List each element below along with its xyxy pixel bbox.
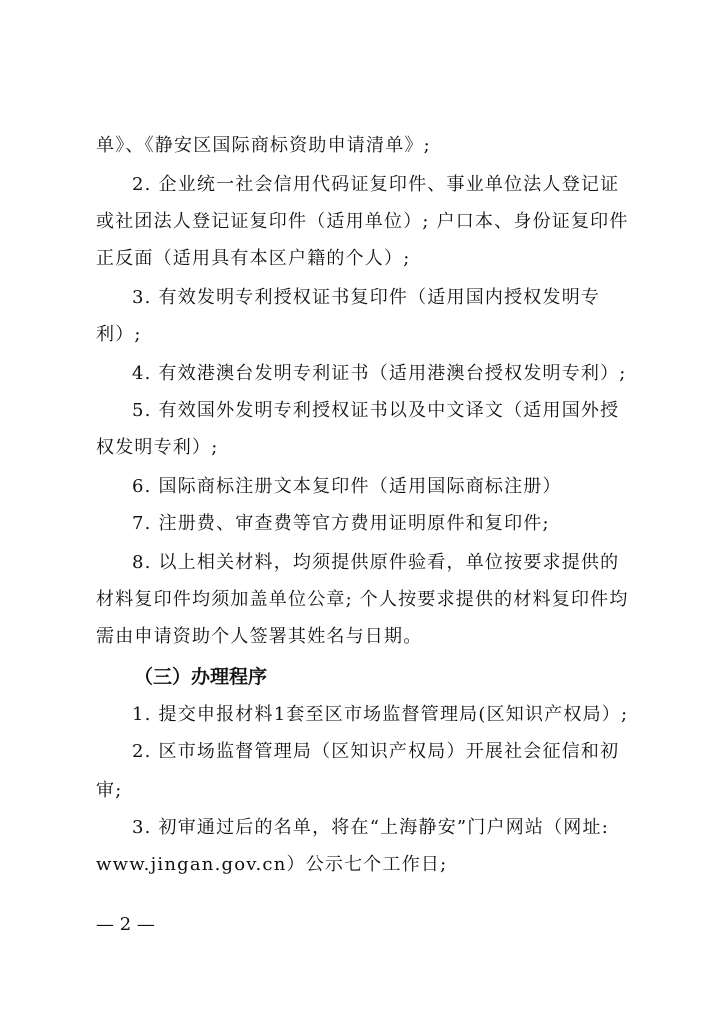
text-line-7: 4. 有效港澳台发明专利证书（适用港澳台授权发明专利）; bbox=[132, 363, 627, 384]
text-line-5: 3. 有效发明专利授权证书复印件（适用国内授权发明专 bbox=[132, 287, 601, 308]
text-line-1: 单》、《静安区国际商标资助申请清单》; bbox=[96, 135, 431, 156]
text-line-2: 2. 企业统一社会信用代码证复印件、事业单位法人登记证 bbox=[132, 174, 620, 195]
text-line-14: 需由申请资助个人签署其姓名与日期。 bbox=[96, 626, 423, 647]
page-number: — 2 — bbox=[96, 914, 155, 935]
text-line-13: 材料复印件均须加盖单位公章; 个人按要求提供的材料复印件均 bbox=[96, 589, 629, 610]
procedure-line-3: 审; bbox=[96, 780, 123, 801]
text-line-9: 权发明专利）; bbox=[96, 437, 219, 458]
procedure-line-4: 3. 初审通过后的名单，将在“上海静安”门户网站（网址: bbox=[132, 817, 609, 838]
text-line-4: 正反面（适用具有本区户籍的个人）; bbox=[96, 248, 411, 269]
text-line-3: 或社团法人登记证复印件（适用单位）; 户口本、身份证复印件 bbox=[96, 211, 629, 232]
procedure-line-5: www.jingan.gov.cn）公示七个工作日; bbox=[96, 854, 448, 875]
text-line-6: 利）; bbox=[96, 324, 142, 345]
text-line-11: 7. 注册费、审查费等官方费用证明原件和复印件; bbox=[132, 513, 550, 534]
text-line-12: 8. 以上相关材料，均须提供原件验看，单位按要求提供的 bbox=[132, 552, 620, 573]
text-line-10: 6. 国际商标注册文本复印件（适用国际商标注册） bbox=[132, 476, 562, 497]
section-heading: （三）办理程序 bbox=[134, 666, 268, 688]
procedure-line-1: 1. 提交申报材料1套至区市场监督管理局(区知识产权局）; bbox=[132, 704, 629, 725]
procedure-line-2: 2. 区市场监督管理局（区知识产权局）开展社会征信和初 bbox=[132, 741, 620, 762]
text-line-8: 5. 有效国外发明专利授权证书以及中文译文（适用国外授 bbox=[132, 400, 620, 421]
